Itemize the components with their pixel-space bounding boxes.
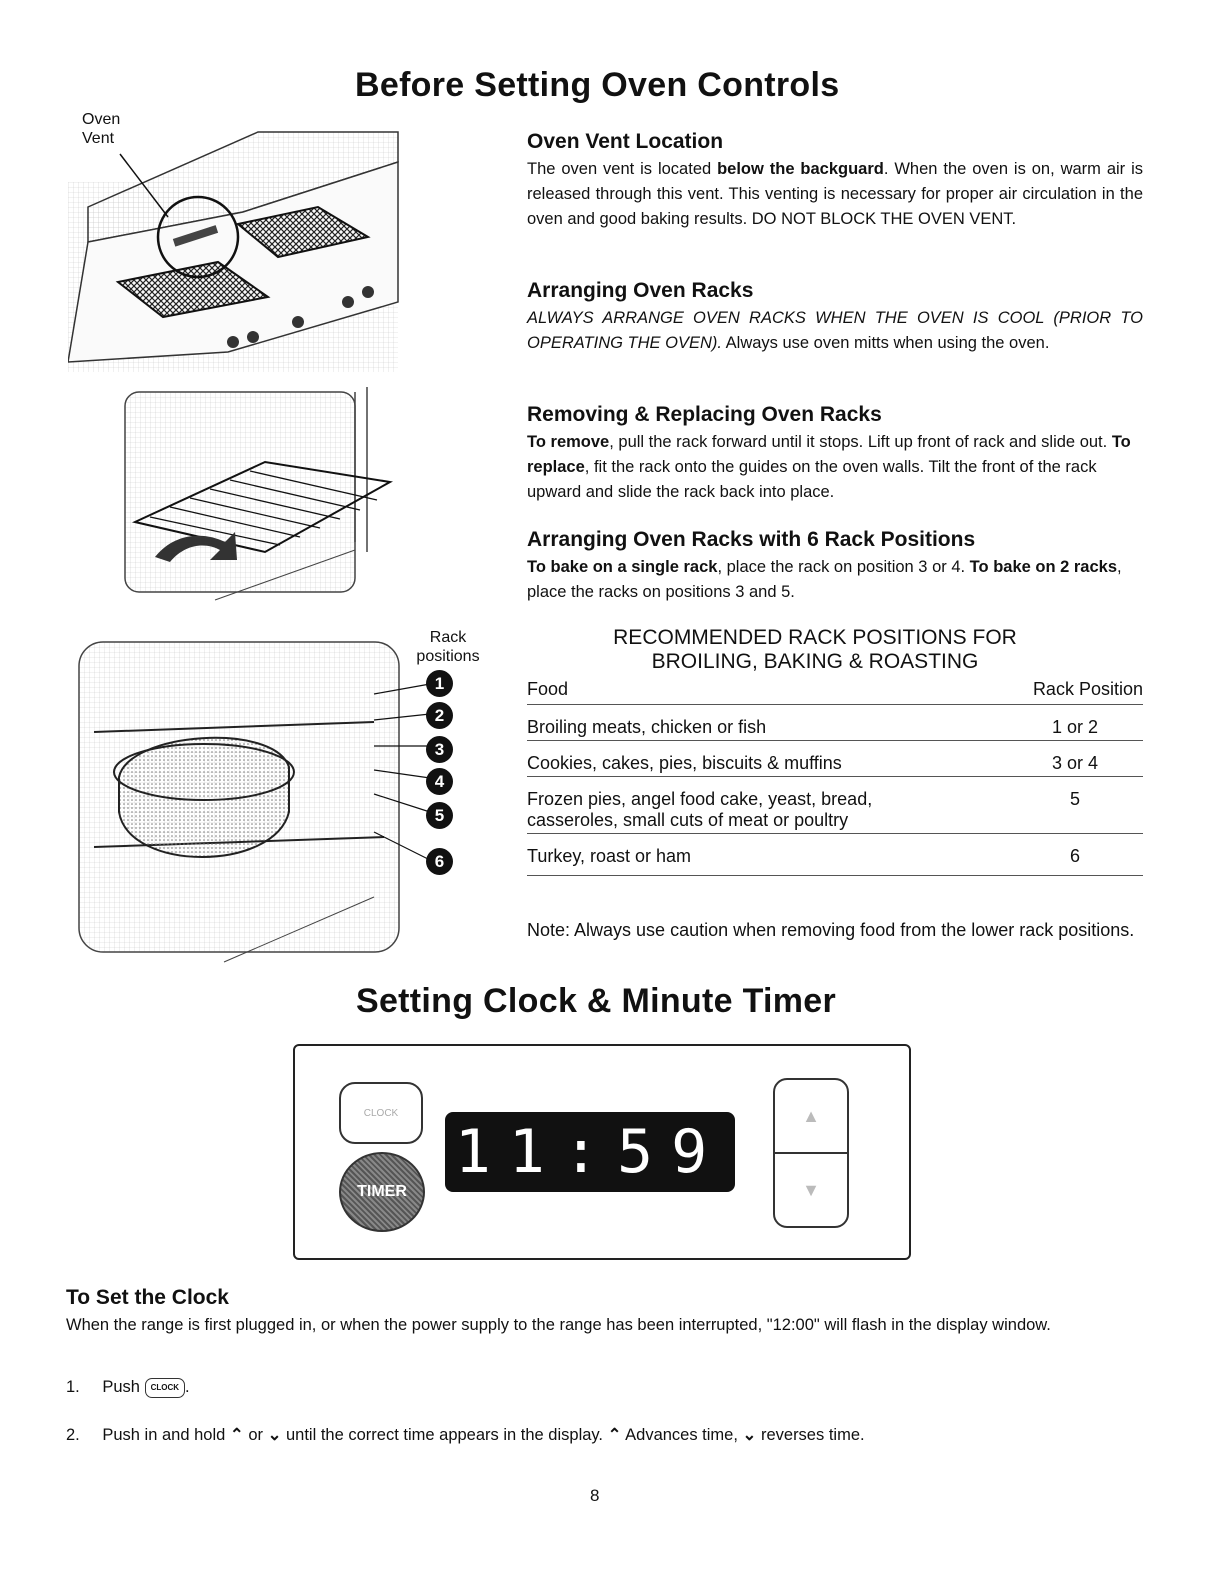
cooktop-vent-illustration xyxy=(68,112,404,374)
rack-position-4-badge: 4 xyxy=(426,768,453,795)
down-arrow-icon: ▼ xyxy=(802,1179,820,1200)
oven-vent-section xyxy=(527,130,1143,232)
removing-racks-heading: Removing & Replacing Oven Racks xyxy=(527,403,882,426)
set-clock-intro: When the range is first plugged in, or when the power supply to the range has been interrupted, "12:00" will flash in the display window. xyxy=(66,1316,1051,1334)
rack-positions-illustration xyxy=(74,622,494,967)
set-clock-heading: To Set the Clock xyxy=(66,1286,229,1309)
arranging-racks-section xyxy=(527,279,1143,356)
control-panel xyxy=(293,1044,911,1260)
up-arrow-icon: ▲ xyxy=(802,1105,820,1126)
oven-vent-text: The oven vent is located below the backguard. When the oven is on, warm air is released through this vent. This venting is necessary for proper air circulation in the oven and good baking results. DO NOT BLOCK THE OVEN VENT. xyxy=(527,160,1143,228)
arranging-racks-heading: Arranging Oven Racks xyxy=(527,279,754,302)
down-caret-icon: ⌄ xyxy=(267,1426,282,1444)
step-1-text: Push xyxy=(102,1378,140,1396)
clock-button-icon: CLOCK xyxy=(145,1378,185,1398)
table-header-row xyxy=(527,679,1143,705)
page-number: 8 xyxy=(590,1486,600,1505)
six-positions-heading: Arranging Oven Racks with 6 Rack Positions xyxy=(527,528,976,551)
clock-heading: Setting Clock & Minute Timer xyxy=(356,982,837,1020)
step-2-text-a: Push in and hold xyxy=(102,1426,226,1444)
step-2-number: 2. xyxy=(66,1426,80,1444)
six-positions-section xyxy=(527,528,1143,605)
rack-removal-illustration xyxy=(115,382,405,604)
oven-vent-heading: Oven Vent Location xyxy=(527,130,724,153)
step-1: 1. Push CLOCK . xyxy=(66,1378,190,1396)
rack-position-column-header: Rack Position xyxy=(1032,679,1143,699)
rack-position-1-badge: 1 xyxy=(426,670,453,697)
rack-position-5-badge: 5 xyxy=(426,802,453,829)
table-title: RECOMMENDED RACK POSITIONS FOR BROILING, BAKING & ROASTING xyxy=(613,626,1017,673)
table-row: Frozen pies, angel food cake, yeast, bread, casseroles, small cuts of meat or poultry 5 xyxy=(527,777,1143,834)
rack-position-2-badge: 2 xyxy=(426,702,453,729)
page-title: Before Setting Oven Controls xyxy=(355,66,840,104)
table-row: Broiling meats, chicken or fish 1 or 2 xyxy=(527,705,1143,741)
table-row: Cookies, cakes, pies, biscuits & muffins 3 or 4 xyxy=(527,741,1143,777)
time-display: 11:59 xyxy=(445,1112,735,1192)
food-column-header: Food xyxy=(527,679,569,699)
rack-removal-drawing xyxy=(115,382,405,604)
up-caret-icon: ⌃ xyxy=(607,1426,622,1444)
rack-position-3-badge: 3 xyxy=(426,736,453,763)
arranging-racks-text: ALWAYS ARRANGE OVEN RACKS WHEN THE OVEN IS COOL (PRIOR TO OPERATING THE OVEN). Always use oven mitts when using the oven. xyxy=(527,309,1143,352)
down-arrow-button[interactable] xyxy=(775,1154,847,1226)
rack-position-table xyxy=(527,626,1143,876)
rack-positions-label: Rack positions xyxy=(416,629,480,665)
oven-vent-label: Oven Vent xyxy=(82,111,121,147)
table-row: Turkey, roast or ham 6 xyxy=(527,834,1143,876)
up-arrow-button[interactable] xyxy=(775,1080,847,1152)
up-caret-icon: ⌃ xyxy=(229,1426,244,1444)
down-caret-icon: ⌄ xyxy=(742,1426,757,1444)
six-positions-text: To bake on a single rack, place the rack on position 3 or 4. To bake on 2 racks, place the racks on positions 3 and 5. xyxy=(527,558,1122,601)
removing-racks-section xyxy=(527,403,1143,505)
timer-button[interactable]: TIMER xyxy=(339,1152,425,1232)
table-note: Note: Always use caution when removing food from the lower rack positions. xyxy=(527,920,1135,940)
step-1-number: 1. xyxy=(66,1378,80,1396)
rack-position-6-badge: 6 xyxy=(426,848,453,875)
removing-racks-text: To remove, pull the rack forward until it stops. Lift up front of rack and slide out. To replace, fit the rack onto the guides on the oven walls. Tilt the front of the rack upward and slide the rack back into place. xyxy=(527,433,1131,501)
cooktop-drawing xyxy=(68,112,404,374)
clock-button[interactable]: CLOCK xyxy=(339,1082,423,1144)
up-down-control xyxy=(773,1078,849,1228)
step-2: 2. Push in and hold ⌃ or ⌄ until the correct time appears in the display. ⌃ Advances time, ⌄ reverses time. xyxy=(66,1426,865,1444)
